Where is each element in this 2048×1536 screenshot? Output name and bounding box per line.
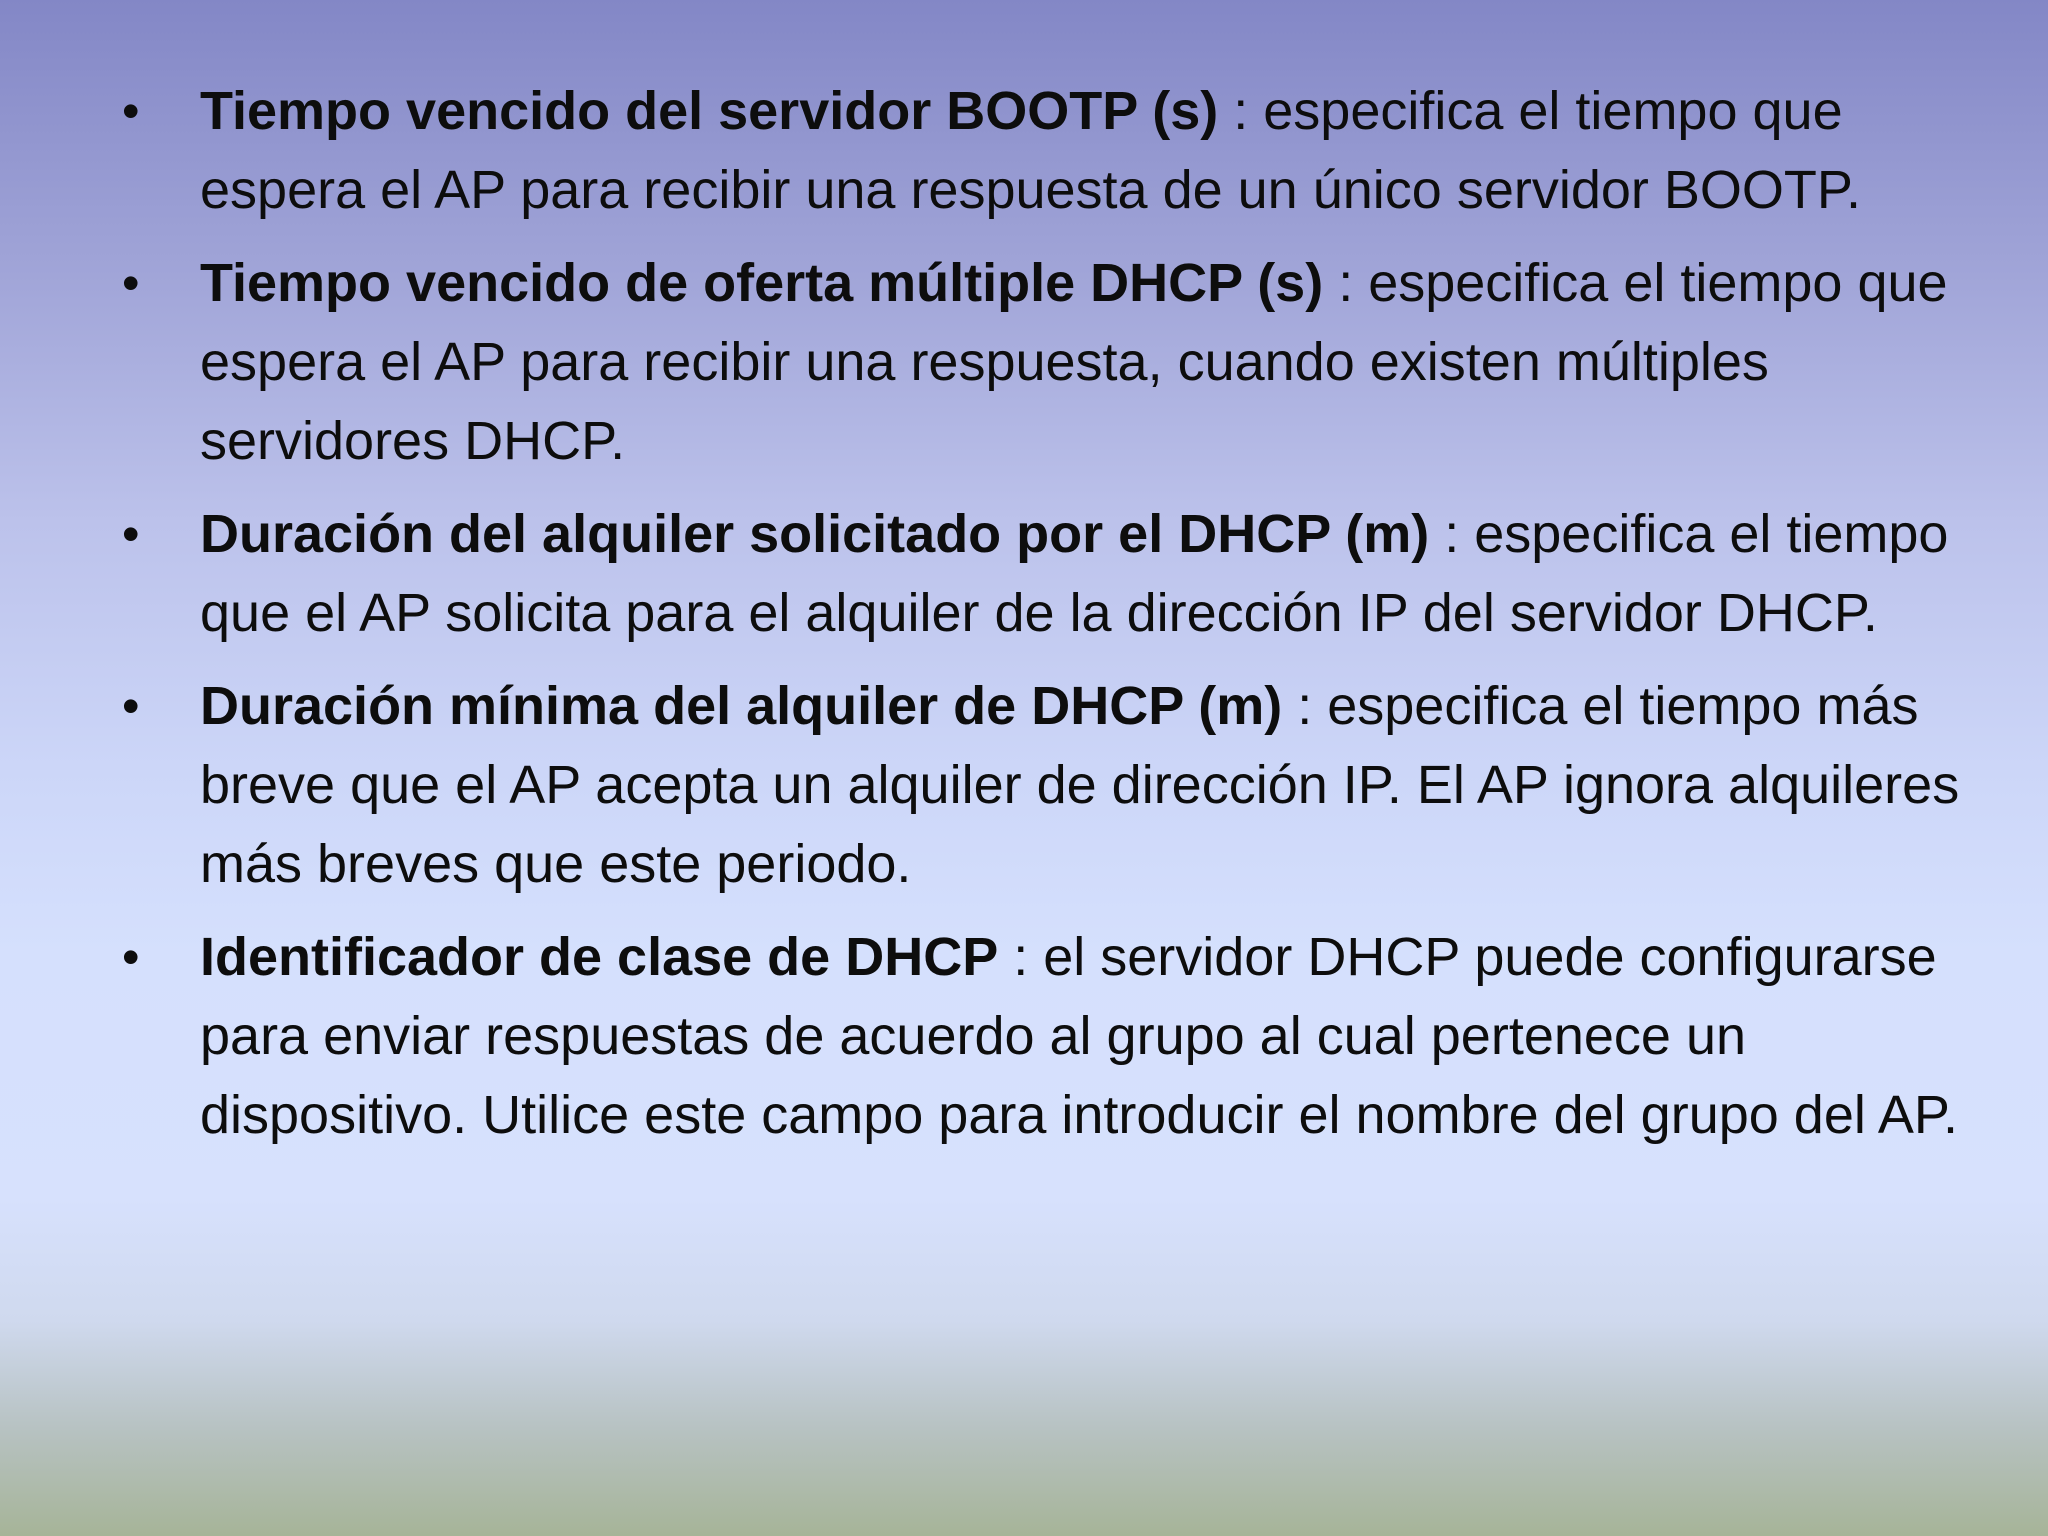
bullet-item-bootp-timeout: [122, 72, 1960, 230]
bullet-term: Identificador de clase de DHCP: [200, 927, 999, 987]
bullet-description: : el servidor DHCP puede configurarse para enviar respuestas de acuerdo al grupo al cual pertenece un dispositivo. Utilice este campo para introducir el nombre del grupo del AP.: [200, 927, 1958, 1145]
bullet-item-dhcp-multiple-offer-timeout: [122, 244, 1960, 481]
bullet-marker: •: [122, 678, 140, 734]
bullet-marker: •: [122, 929, 140, 985]
bullet-description: : especifica el tiempo que el AP solicita para el alquiler de la dirección IP del servidor DHCP.: [200, 504, 1949, 643]
bullet-term: Tiempo vencido de oferta múltiple DHCP (s): [200, 253, 1324, 313]
bullet-term: Duración mínima del alquiler de DHCP (m): [200, 676, 1283, 736]
bullet-item-dhcp-requested-lease: [122, 495, 1960, 653]
bullet-marker: •: [122, 255, 140, 311]
bullet-item-dhcp-class-identifier: [122, 918, 1960, 1155]
bullet-description: : especifica el tiempo más breve que el AP acepta un alquiler de dirección IP. El AP ignora alquileres más breves que este periodo.: [200, 676, 1960, 894]
bullet-term: Tiempo vencido del servidor BOOTP (s): [200, 81, 1219, 141]
bullet-marker: •: [122, 83, 140, 139]
bullet-marker: •: [122, 506, 140, 562]
bullet-term: Duración del alquiler solicitado por el DHCP (m): [200, 504, 1430, 564]
bullet-description: : especifica el tiempo que espera el AP para recibir una respuesta de un único servidor BOOTP.: [200, 81, 1861, 220]
bullet-list: [122, 72, 1960, 1169]
bullet-item-dhcp-minimum-lease: [122, 667, 1960, 904]
bullet-description: : especifica el tiempo que espera el AP para recibir una respuesta, cuando existen múltiples servidores DHCP.: [200, 253, 1948, 471]
